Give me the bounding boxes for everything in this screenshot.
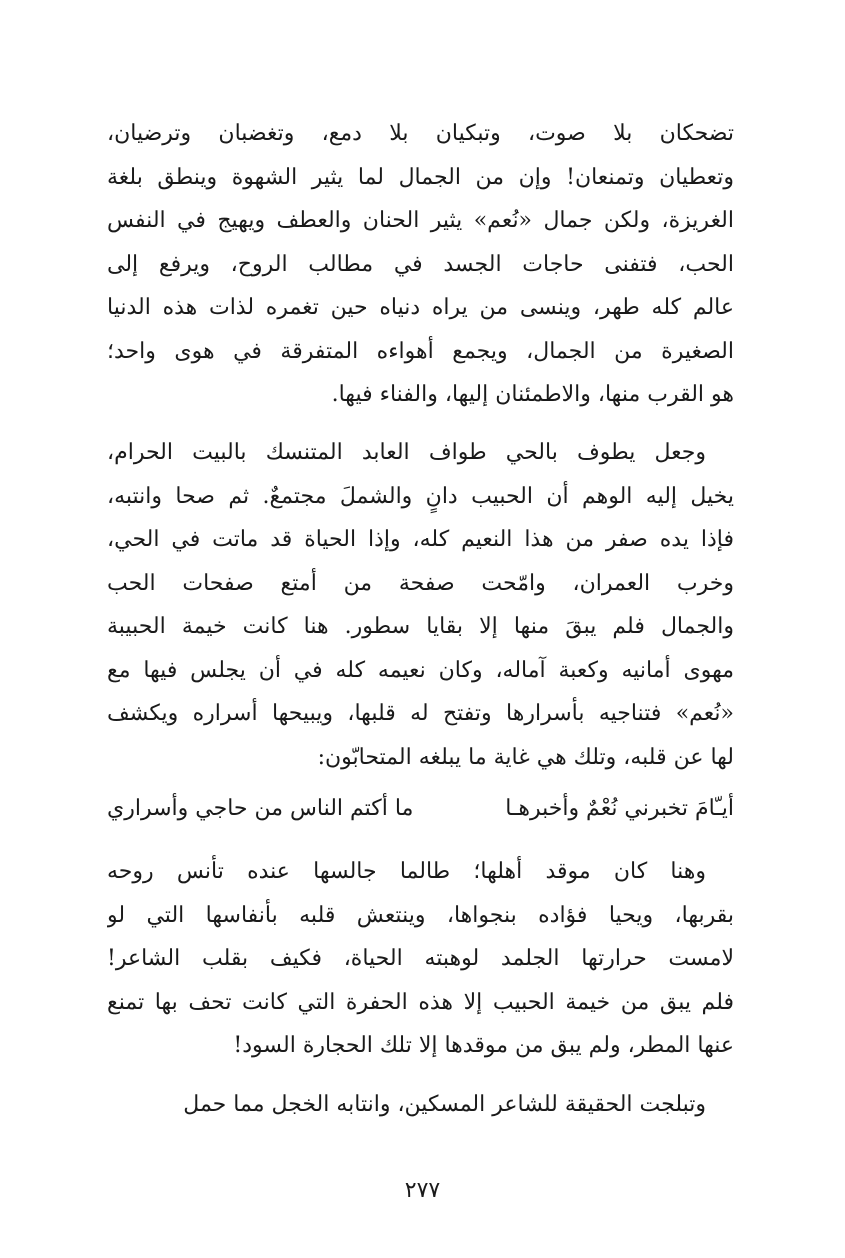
paragraph-line: الحب، فتفنى حاجات الجسد في مطالب الروح، ويرفع إلى xyxy=(107,251,734,277)
page-number: ٢٧٧ xyxy=(404,1178,441,1203)
paragraph-line: يخيل إليه الوهم أن الحبيب دانٍ والشملَ مجتمعٌ. ثم صحا وانتبه، xyxy=(107,483,734,509)
paragraph-3 xyxy=(107,850,734,1068)
paragraph-2 xyxy=(107,431,734,779)
paragraph-line: فلم يبق من خيمة الحبيب إلا هذه الحفرة التي كانت تحف بها تمنع xyxy=(107,989,734,1015)
paragraph-line: تضحكان بلا صوت، وتبكيان بلا دمع، وتغضبان وترضيان، xyxy=(107,121,734,146)
verse-second-hemistich: ما أكتم الناس من حاجي وأسراري xyxy=(107,796,414,821)
paragraph-line: الغريزة، ولكن جمال «نُعم» يثير الحنان والعطف ويهيج في النفس xyxy=(107,208,734,233)
paragraph-line: مهوى أمانيه وكعبة آماله، وكان نعيمه كله في أن يجلس فيها مع xyxy=(107,657,734,683)
paragraph-line: وتعطيان وتمنعان! وإن من الجمال لما يثير الشهوة وينطق بلغة xyxy=(107,164,734,190)
paragraph-line: وتبلجت الحقيقة للشاعر المسكين، وانتابه الخجل مما حمل xyxy=(183,1092,706,1117)
poetry-verse xyxy=(107,787,734,830)
paragraph-line: لامست حرارتها الجلمد لوهبته الحياة، فكيف بقلب الشاعر! xyxy=(107,946,734,971)
paragraph-line: فإذا يده صفر من هذا النعيم كله، وإذا الحياة قد ماتت في الحي، xyxy=(107,527,734,552)
paragraph-4 xyxy=(107,1083,734,1127)
paragraph-line: والجمال فلم يبقَ منها إلا بقايا سطور. هنا كانت خيمة الحبيبة xyxy=(107,614,734,639)
paragraph-line: عالم كله طهر، وينسى من يراه دنياه حين تغمره لذات هذه الدنيا xyxy=(107,295,734,320)
paragraph-line: وجعل يطوف بالحي طواف العابد المتنسك بالبيت الحرام، xyxy=(107,440,706,465)
paragraph-line: عنها المطر، ولم يبق من موقدها إلا تلك الحجارة السود! xyxy=(233,1033,734,1058)
paragraph-line: بقربها، ويحيا فؤاده بنجواها، وينتعش قلبه بأنفاسها التي لو xyxy=(107,902,734,928)
paragraph-line: وخرب العمران، وامّحت صفحة من أمتع صفحات الحب xyxy=(107,570,734,596)
paragraph-line: وهنا كان موقد أهلها؛ طالما جالسها عنده تأنس روحه xyxy=(107,859,706,884)
paragraph-line: الصغيرة من الجمال، ويجمع أهواءه المتفرقة في هوى واحد؛ xyxy=(107,338,734,364)
paragraph-1 xyxy=(107,112,734,417)
paragraph-line: لها عن قلبه، وتلك هي غاية ما يبلغه المتحابّون: xyxy=(317,744,734,770)
verse-first-hemistich: أيـّامَ تخبرني نُعْمٌ وأخبرهـا xyxy=(505,796,734,821)
paragraph-line: «نُعم» فتناجيه بأسرارها وتفتح له قلبها، ويبيحها أسراره ويكشف xyxy=(107,701,734,726)
paragraph-line: هو القرب منها، والاطمئنان إليها، والفناء فيها. xyxy=(331,382,734,407)
